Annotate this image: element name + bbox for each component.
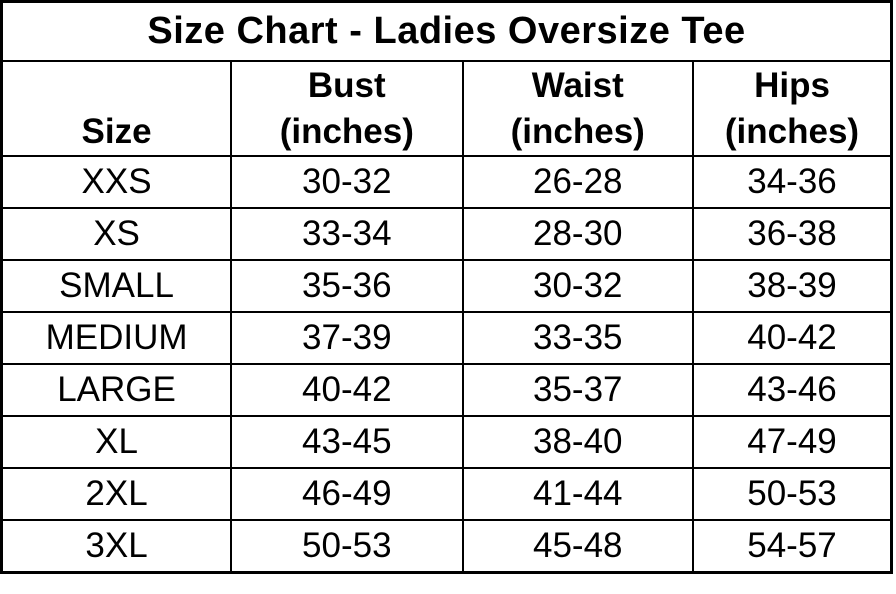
size-label: 2XL (2, 468, 232, 520)
size-label: XL (2, 416, 232, 468)
bust-value: 37-39 (231, 312, 462, 364)
column-header-size (2, 61, 232, 156)
header-hips-line2: (inches) (724, 111, 860, 151)
header-bust-line1: Bust (307, 65, 386, 105)
column-header-waist (463, 61, 694, 156)
table-row-medium (2, 312, 892, 364)
hips-value: 38-39 (693, 260, 892, 312)
bust-value: 40-42 (231, 364, 462, 416)
header-bust-line2: (inches) (279, 111, 414, 151)
size-label: LARGE (2, 364, 232, 416)
waist-value: 26-28 (463, 156, 694, 208)
table-row-small (2, 260, 892, 312)
waist-value: 30-32 (463, 260, 694, 312)
waist-value: 45-48 (463, 520, 694, 573)
column-header-hips (693, 61, 892, 156)
size-label: MEDIUM (2, 312, 232, 364)
bust-value: 50-53 (231, 520, 462, 573)
size-label: XS (2, 208, 232, 260)
table-row-3xl (2, 520, 892, 573)
table-row-large (2, 364, 892, 416)
hips-value: 40-42 (693, 312, 892, 364)
chart-title: Size Chart - Ladies Oversize Tee (2, 2, 892, 62)
hips-value: 54-57 (693, 520, 892, 573)
bust-value: 46-49 (231, 468, 462, 520)
hips-value: 43-46 (693, 364, 892, 416)
hips-value: 34-36 (693, 156, 892, 208)
table-row-xs (2, 208, 892, 260)
bust-value: 30-32 (231, 156, 462, 208)
header-waist-line1: Waist (531, 65, 624, 105)
table-row-2xl (2, 468, 892, 520)
size-label: SMALL (2, 260, 232, 312)
size-label: XXS (2, 156, 232, 208)
bust-value: 43-45 (231, 416, 462, 468)
waist-value: 38-40 (463, 416, 694, 468)
title-row (2, 2, 892, 62)
column-header-bust (231, 61, 462, 156)
bust-value: 33-34 (231, 208, 462, 260)
hips-value: 50-53 (693, 468, 892, 520)
header-hips-line1: Hips (754, 65, 830, 105)
waist-value: 41-44 (463, 468, 694, 520)
header-row (2, 61, 892, 156)
table-row-xl (2, 416, 892, 468)
hips-value: 36-38 (693, 208, 892, 260)
table-row-xxs (2, 156, 892, 208)
waist-value: 35-37 (463, 364, 694, 416)
waist-value: 33-35 (463, 312, 694, 364)
waist-value: 28-30 (463, 208, 694, 260)
header-waist-line2: (inches) (510, 111, 645, 151)
hips-value: 47-49 (693, 416, 892, 468)
size-label: 3XL (2, 520, 232, 573)
header-size-line1: Size (81, 111, 152, 151)
bust-value: 35-36 (231, 260, 462, 312)
